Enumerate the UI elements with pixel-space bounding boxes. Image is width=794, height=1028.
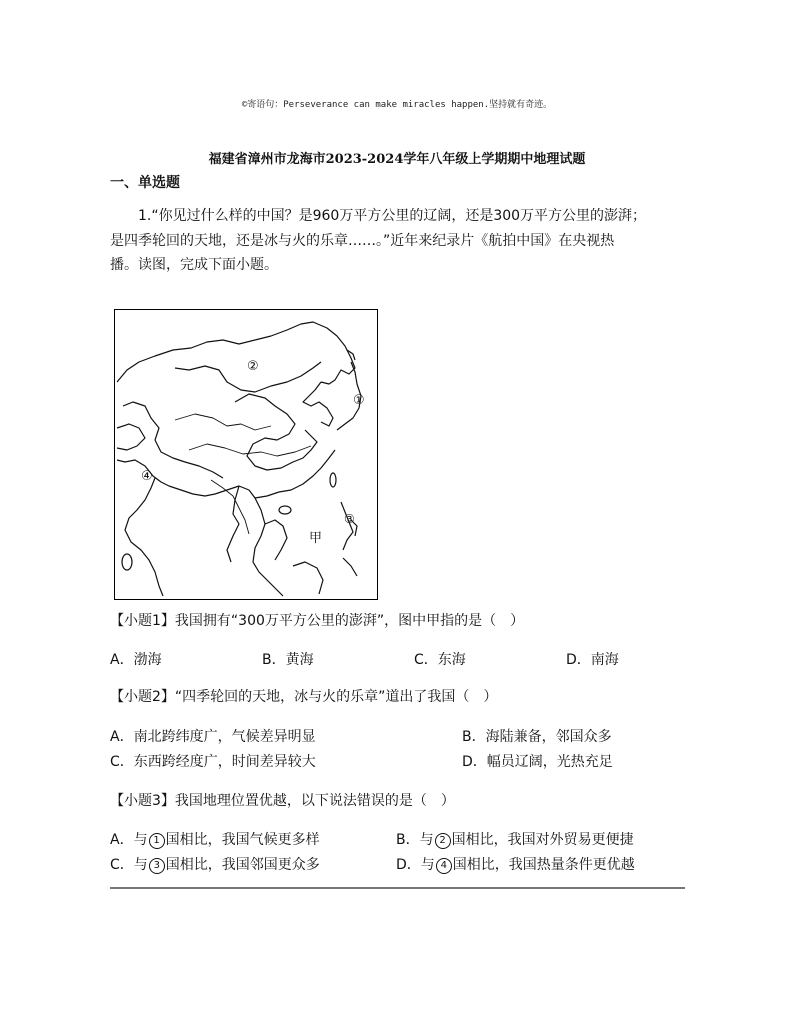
q1-stem: 【小题1】我国拥有“300万平方公里的澎湃”，图中甲指的是（ ） [110,613,525,629]
q2-option-a[interactable]: A．南北跨纬度广，气候差异明显 [110,729,316,745]
q1-option-a[interactable]: A．渤海 [110,652,162,668]
q1-option-b[interactable]: B．黄海 [262,652,314,668]
philippines [341,502,353,550]
north-boundary [117,322,355,384]
q3-c-circled-number: 3 [149,858,165,874]
map-label-1: ① [353,393,365,408]
q3-c-prefix: C．与 [110,857,148,873]
q3-a-prefix: A．与 [110,832,148,848]
map-label-3: ③ [344,512,355,526]
q3-b-text: 国相比，我国对外贸易更便捷 [451,832,634,848]
map-label-4: ④ [141,469,153,484]
q3-option-d[interactable] [396,854,635,874]
q2-option-c[interactable]: C．东西跨经度广，时间差异较大 [110,754,316,770]
stem-line-3: 播。读图，完成下面小题。 [110,257,278,273]
bottom-divider [110,887,685,889]
map-drawing [115,310,377,599]
q3-b-circled-number: 2 [435,833,451,849]
q3-b-prefix: B．与 [396,832,434,848]
inner-boundary [235,394,317,470]
question-stem [110,204,680,278]
q3-d-circled-number: 4 [436,858,452,874]
china-map-figure [114,309,378,600]
south-china-coast [255,450,335,498]
q1-option-d[interactable]: D．南海 [566,652,619,668]
q2-stem: 【小题2】“四季轮回的天地，冰与火的乐章”道出了我国（ ） [110,689,498,705]
q3-d-text: 国相比，我国热量条件更优越 [452,857,635,873]
indochina-outline [253,498,283,596]
map-label-2: ② [247,359,259,374]
map-label-jia: 甲 [309,531,323,546]
northeast-coast [303,382,333,426]
q3-option-c[interactable] [110,854,320,874]
page-title: 福建省漳州市龙海市2023-2024学年八年级上学期期中地理试题 [208,152,586,167]
stem-line-1: 1.“你见过什么样的中国？是960万平方公里的辽阔，还是300万平方公里的澎湃； [138,208,647,224]
china-west-border [123,402,223,478]
q3-c-text: 国相比，我国邻国更众多 [165,857,320,873]
q2-option-d[interactable]: D．幅员辽阔，光热充足 [462,754,613,770]
section-heading: 一、单选题 [110,175,180,191]
q3-option-b[interactable] [396,829,634,849]
q3-a-circled-number: 1 [149,833,165,849]
q3-d-prefix: D．与 [396,857,435,873]
q3-a-text: 国相比，我国气候更多样 [165,832,320,848]
q3-stem: 【小题3】我国地理位置优越，以下说法错误的是（ ） [110,793,455,809]
motto-text: ©寄语句：Perseverance can make miracles happen.坚持就有奇迹。 [241,100,553,110]
india-outline [125,478,163,596]
stem-line-2: 是四季轮回的天地，还是冰与火的乐章……。”近年来纪录片《航拍中国》在央视热 [110,232,615,249]
q1-option-c[interactable]: C．东海 [414,652,466,668]
q2-option-b[interactable]: B．海陆兼备，邻国众多 [462,729,612,745]
q3-option-a[interactable] [110,829,320,849]
